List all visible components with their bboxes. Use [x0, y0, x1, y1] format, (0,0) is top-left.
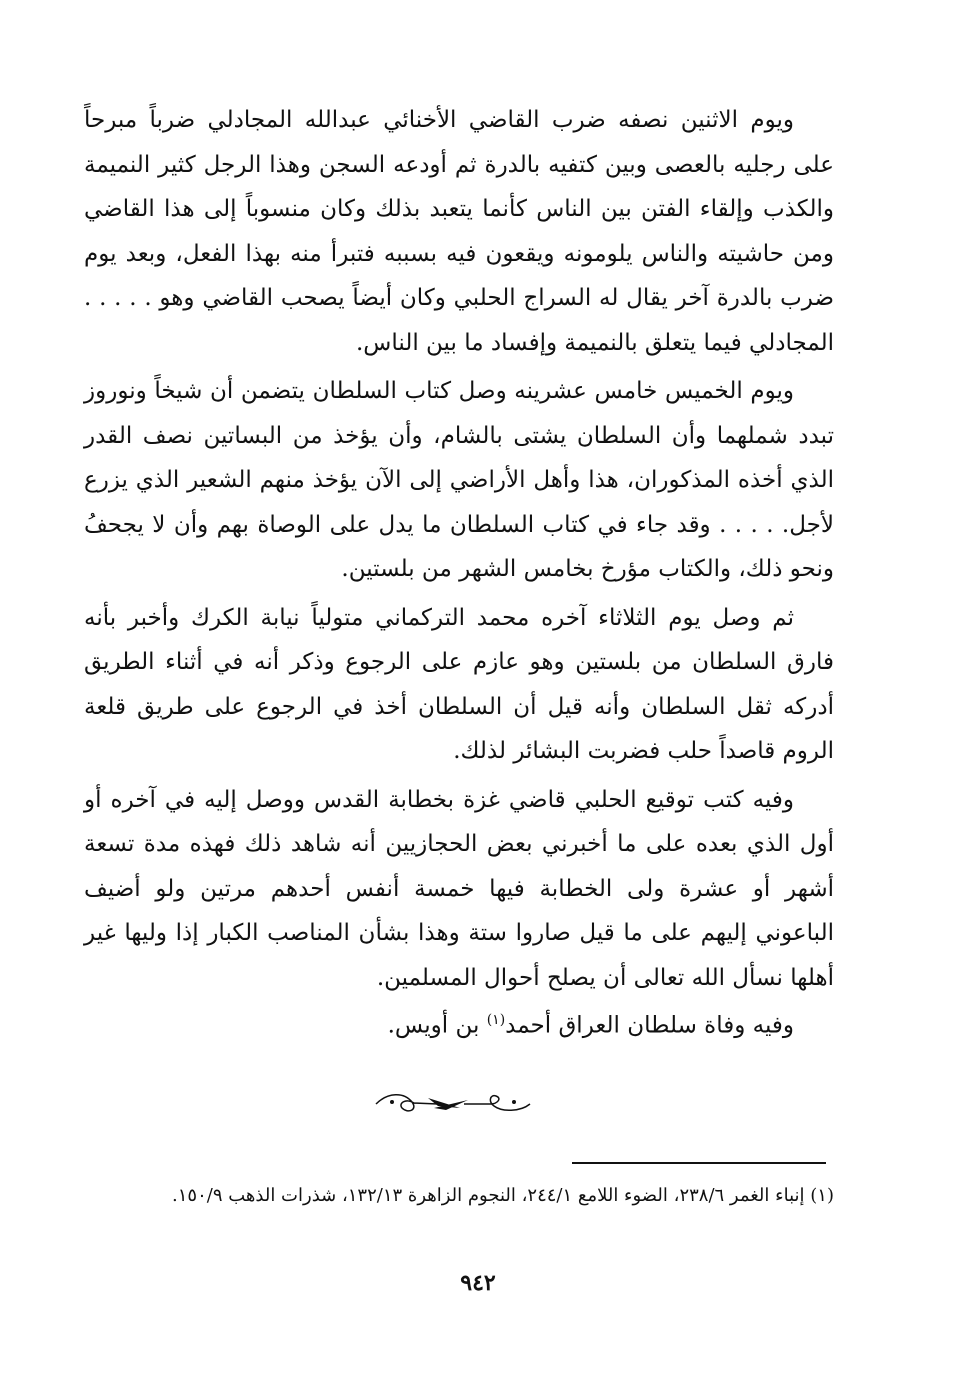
paragraph-5 [84, 998, 834, 1048]
main-text [84, 98, 834, 1052]
paragraph-1: ويوم الاثنين نصفه ضرب القاضي الأخنائي عبدالله المجادلي ضرباً مبرحاً على رجليه بالعصى وبين كتفيه بالدرة ثم أودعه السجن وهذا الرجل كثير النميمة والكذب وإلقاء الفتن بين الناس كأنما يتعبد بذلك وكان منسوباً إلى هذا القاضي ومن حاشيته والناس يلومونه ويقعون فيه بسببه فتبرأ منه بهذا الفعل، وبعد يوم ضرب بالدرة آخر يقال له السراج الحلبي وكان أيضاً يصحب القاضي وهو . . . . . المجادلي فيما يتعلق بالنميمة وإفساد ما بين الناس. [84, 107, 834, 356]
paragraph-4: وفيه كتب توقيع الحلبي قاضي غزة بخطابة القدس ووصل إليه في آخره أو أول الذي بعده على ما أخبرني بعض الحجازيين أنه شاهد ذلك فهذه مدة تسعة أشهر أو عشرة ولى الخطابة فيها خمسة أنفس أحدهم مرتين ولو أضيف الباعوني إليهم على ما قيل صاروا ستة وهذا بشأن المناصب الكبار إذا وليها غير أهلها نسأل الله تعالى أن يصلح أحوال المسلمين. [84, 786, 834, 991]
footnote-reference: (١) [486, 1012, 506, 1028]
footnote-separator [572, 1162, 826, 1164]
footnote [84, 1180, 834, 1212]
paragraph-3: ثم وصل يوم الثلاثاء آخره محمد التركماني متولياً نيابة الكرك وأخبر بأنه فارق السلطان من بلستين وهو عازم على الرجوع وذكر أنه في أثناء الطريق أدركه ثقل السلطان وأنه قيل أن السلطان أخذ في الرجوع على طريق قلعة الروم قاصداً حلب فضربت البشائر لذلك. [84, 604, 834, 764]
paragraph-5-text-end: بن أويس. [387, 1012, 487, 1039]
paragraph-2: ويوم الخميس خامس عشرينه وصل كتاب السلطان يتضمن أن شيخاً ونوروز تبدد شملهما وأن السلطان يشتى بالشام، وأن يؤخذ من البساتين نصف القدر الذي أخذه المذكوران، هذا وأهل الأراضي إلى الآن يؤخذ منهم الشعير الذي يزرع لأجل. . . . . وقد جاء في كتاب السلطان ما يدل على الوصاة بهم وأن لا يجحفُ ونحو ذلك، والكتاب مؤرخ بخامس الشهر من بلستين. [84, 378, 834, 582]
footnote-marker: (١) [810, 1185, 834, 1206]
page-number: ٩٤٢ [460, 1270, 496, 1296]
footnote-text: إنباء الغمر ٢٣٨/٦، الضوء اللامع ٢٤٤/١، النجوم الزاهرة ١٣٢/١٣، شذرات الذهب ١٥٠/٩. [172, 1185, 805, 1206]
paragraph-5-text: وفيه وفاة سلطان العراق أحمد [505, 1012, 794, 1039]
ornament-divider-icon [368, 1088, 538, 1120]
